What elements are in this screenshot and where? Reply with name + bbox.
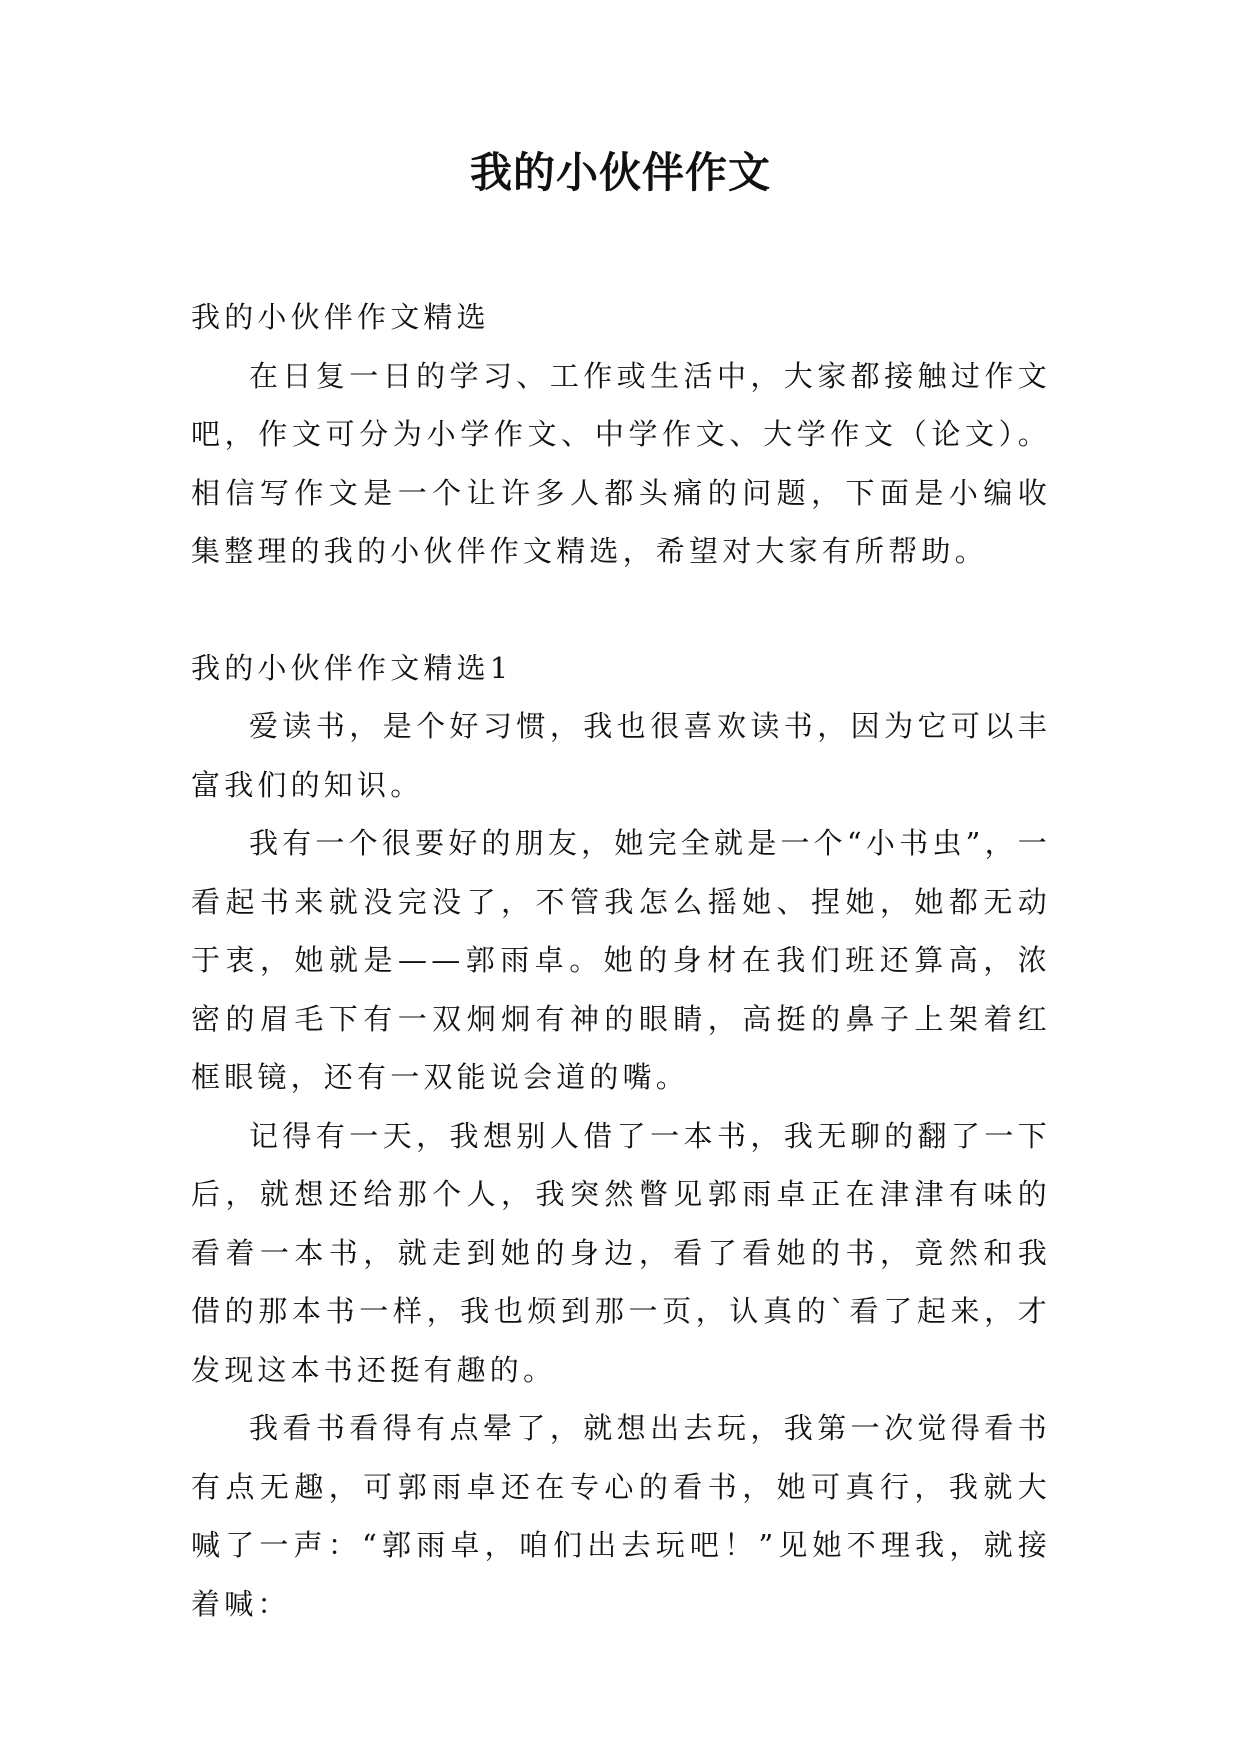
intro-paragraph: 在日复一日的学习、工作或生活中，大家都接触过作文吧，作文可分为小学作文、中学作文、大学作文（论文）。相信写作文是一个让许多人都头痛的问题，下面是小编收集整理的我的小伙伴作文精选，希望对大家有所帮助。 xyxy=(191,358,1051,568)
section-1-paragraph-3: 记得有一天，我想别人借了一本书，我无聊的翻了一下后，就想还给那个人，我突然瞥见郭雨卓正在津津有味的看着一本书，就走到她的身边，看了看她的书，竟然和我借的那本书一样，我也烦到那一页，认真的`看了起来，才发现这本书还挺有趣的。 xyxy=(191,1118,1051,1387)
section-spacer xyxy=(191,581,1051,639)
intro-heading: 我的小伙伴作文精选 xyxy=(191,300,490,334)
section-1-heading: 我的小伙伴作文精选1 xyxy=(191,650,513,685)
document-body xyxy=(191,288,1051,1633)
section-1-paragraph-2: 我有一个很要好的朋友，她完全就是一个“小书虫”，一看起书来就没完没了，不管我怎么摇她、捏她，她都无动于衷，她就是——郭雨卓。她的身材在我们班还算高，浓密的眉毛下有一双炯炯有神的眼睛，高挺的鼻子上架着红框眼镜，还有一双能说会道的嘴。 xyxy=(191,826,1051,1094)
page-title: 我的小伙伴作文 xyxy=(469,148,771,197)
section-1-paragraph-4: 我看书看得有点晕了，就想出去玩，我第一次觉得看书有点无趣，可郭雨卓还在专心的看书，她可真行，我就大喊了一声：“郭雨卓，咱们出去玩吧！”见她不理我，就接着喊： xyxy=(191,1411,1051,1621)
section-1-paragraph-1: 爱读书，是个好习惯，我也很喜欢读书，因为它可以丰富我们的知识。 xyxy=(191,709,1051,802)
